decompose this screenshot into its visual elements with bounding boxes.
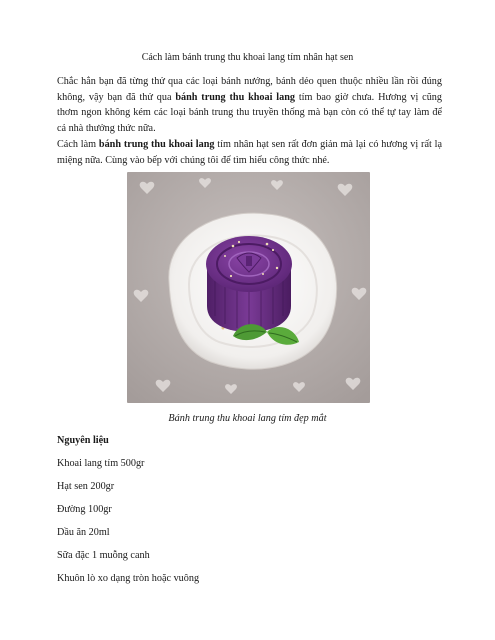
intro-text-end: tím bao giờ chưa. Hương vị cũng thơm ngon không kém các loại bánh trung thu truyền thống mà bạn còn có thể tự tay làm để cả nhà thưởng thức nữa.: [57, 91, 442, 134]
summary-text-start: Cách làm: [57, 139, 99, 150]
intro-paragraph: [57, 74, 442, 136]
summary-text-end: tím nhân hạt sen rất đơn giản mà lại có hương vị rất lạ miệng nữa. Cùng vào bếp với chúng tôi để tìm hiểu công thức nhé.: [57, 139, 442, 166]
ingredient-item: Hạt sen 200gr: [57, 481, 115, 492]
ingredient-item: Đường 100gr: [57, 504, 112, 515]
summary-bold-term: bánh trung thu khoai lang: [98, 139, 215, 150]
ingredients-heading: Nguyên liệu: [57, 435, 109, 446]
intro-bold-term: bánh trung thu khoai lang: [175, 91, 295, 103]
intro-text-start: Chắc hẳn bạn đã từng thử qua các loại bánh nướng, bánh dẻo quen thuộc nhiều lần rồi đúng không, vậy bạn đã thử qua: [57, 76, 442, 103]
ingredient-item: Dầu ăn 20ml: [57, 527, 110, 538]
ingredient-item: Khoai lang tím 500gr: [57, 458, 145, 469]
summary-paragraph: [57, 137, 442, 168]
image-caption: Bánh trung thu khoai lang tím đẹp mắt: [168, 413, 327, 424]
ingredient-item: Sữa đặc 1 muỗng canh: [57, 550, 150, 561]
ingredient-item: Khuôn lò xo dạng tròn hoặc vuông: [57, 573, 200, 584]
article-title: Cách làm bánh trung thu khoai lang tím nhân hạt sen: [141, 52, 354, 63]
mooncake-photo: [127, 172, 370, 403]
